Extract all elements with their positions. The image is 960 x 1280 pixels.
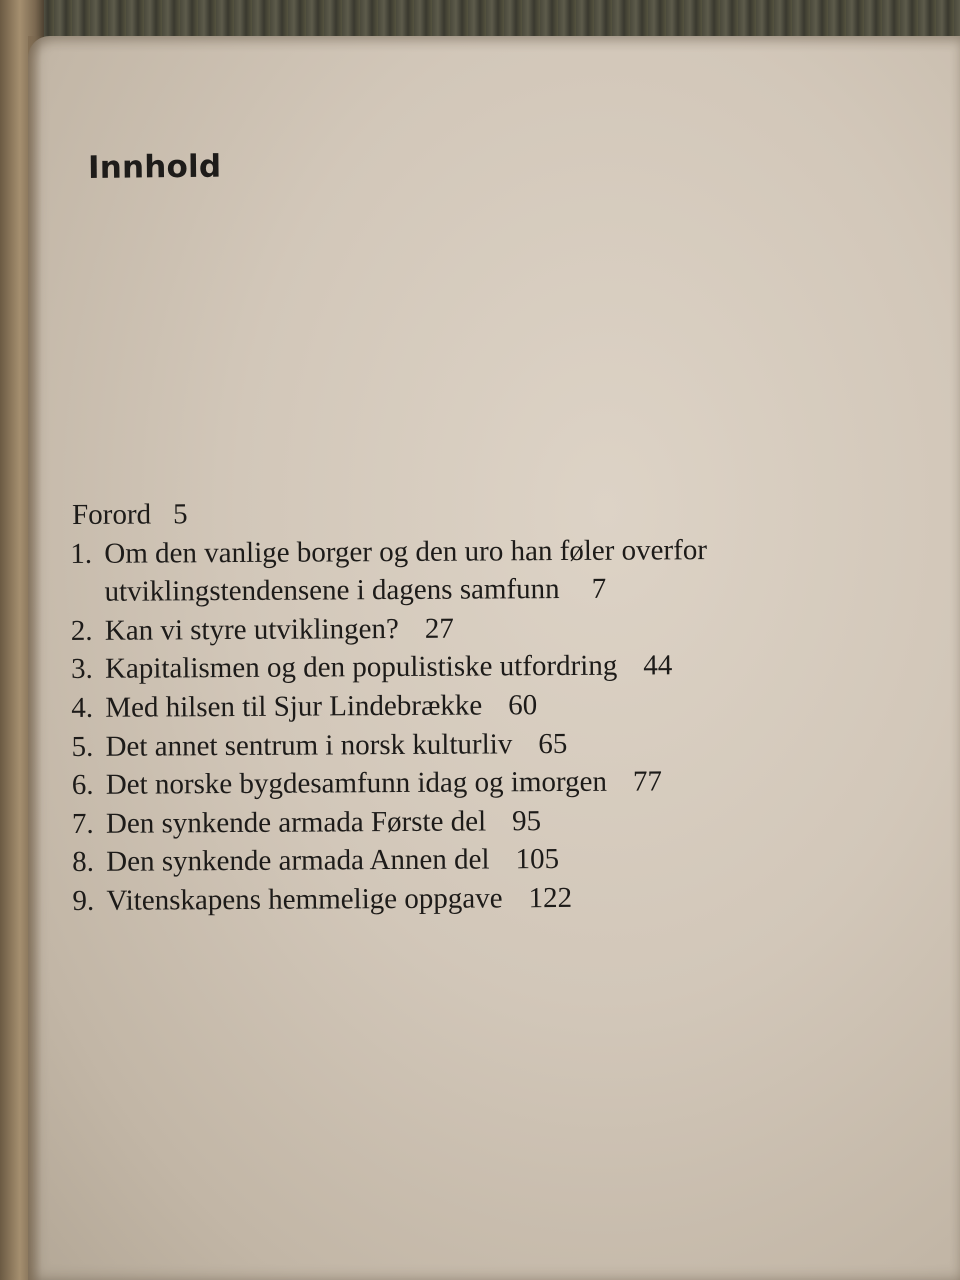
toc-entry-page: 105 bbox=[515, 843, 560, 876]
toc-entry-page: 65 bbox=[538, 727, 568, 760]
toc-entry-5 bbox=[71, 723, 811, 766]
toc-entry-page: 122 bbox=[528, 881, 573, 915]
toc-entry-page: 60 bbox=[508, 689, 538, 722]
toc-entry-number: 8. bbox=[72, 846, 95, 879]
toc-entry-page: 95 bbox=[512, 804, 542, 838]
toc-entry-title: Den synkende armada Første del bbox=[105, 805, 487, 840]
toc-entry-forord bbox=[70, 491, 810, 534]
toc-entry-page: 44 bbox=[643, 649, 673, 682]
toc-entry-2 bbox=[71, 607, 811, 650]
page-heading: Innhold bbox=[87, 148, 222, 186]
toc-entry-number: 6. bbox=[71, 769, 94, 802]
toc-entry-page: 77 bbox=[632, 765, 663, 798]
toc-entry-number: 7. bbox=[71, 807, 94, 840]
toc-entry-number: 5. bbox=[71, 730, 94, 763]
toc-entry-number: 1. bbox=[70, 537, 93, 570]
toc-entry-title-continued: utviklingstendensene i dagens samfunn bbox=[104, 573, 560, 608]
toc-entry-title: Med hilsen til Sjur Lindebrække bbox=[105, 689, 483, 724]
toc-entry-title: Kan vi styre utviklingen? bbox=[104, 612, 399, 647]
toc-entry-6 bbox=[72, 762, 812, 805]
toc-entry-4 bbox=[71, 684, 811, 727]
toc-entry-number: 3. bbox=[70, 653, 93, 686]
toc-entry-9 bbox=[72, 877, 812, 920]
toc-entry-page: 7 bbox=[591, 572, 607, 606]
toc-entry-1 bbox=[70, 530, 810, 573]
toc-entry-page: 27 bbox=[424, 612, 454, 645]
toc-entry-3 bbox=[71, 646, 811, 689]
page-edge-shadow bbox=[28, 36, 42, 1280]
toc-entry-number: 2. bbox=[70, 614, 93, 647]
table-of-contents bbox=[70, 491, 813, 920]
toc-entry-title: Forord bbox=[72, 498, 152, 531]
toc-entry-8 bbox=[72, 839, 812, 882]
toc-entry-title: Den synkende armada Annen del bbox=[106, 843, 490, 879]
toc-entry-number: 9. bbox=[72, 884, 95, 917]
toc-entry-title: Om den vanlige borger og den uro han føler overfor bbox=[104, 533, 708, 570]
toc-entry-1-continued bbox=[70, 569, 810, 612]
toc-entry-7 bbox=[72, 800, 812, 843]
toc-entry-number: 4. bbox=[71, 691, 94, 724]
toc-entry-title: Det annet sentrum i norsk kulturliv bbox=[105, 727, 513, 763]
toc-entry-title: Vitenskapens hemmelige oppgave bbox=[106, 882, 503, 917]
toc-entry-page: 5 bbox=[172, 498, 188, 531]
toc-entry-title: Kapitalismen og den populistiske utfordring bbox=[104, 650, 618, 686]
toc-entry-title: Det norske bygdesamfunn idag og imorgen bbox=[105, 765, 608, 801]
